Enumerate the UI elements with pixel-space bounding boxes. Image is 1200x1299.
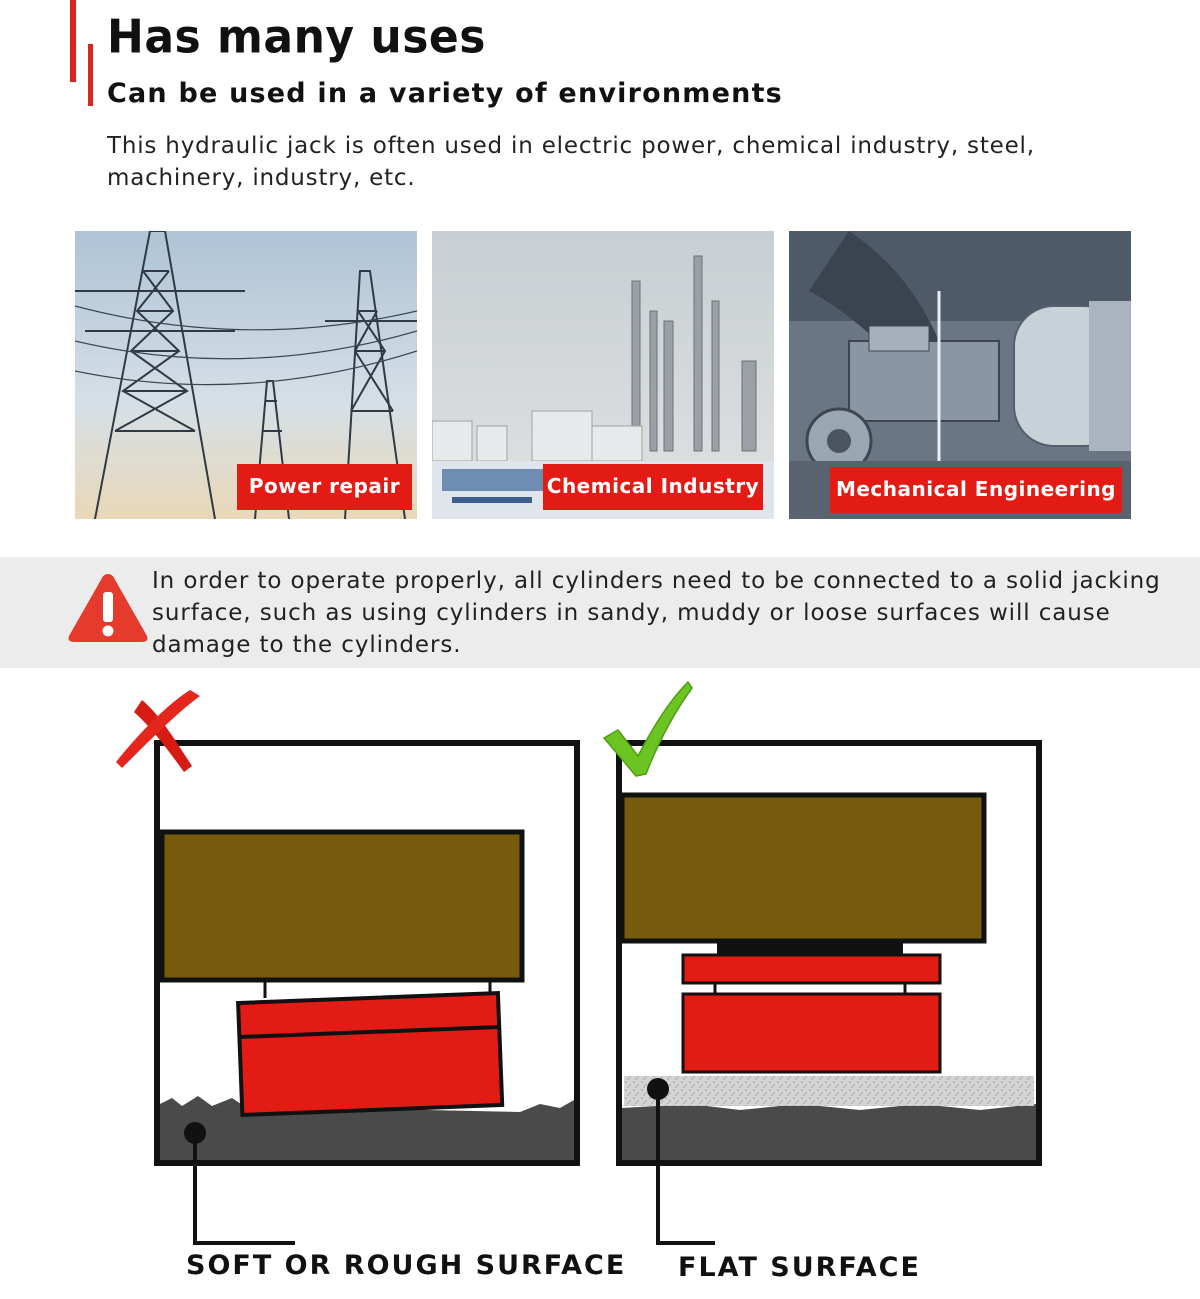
solid-plate: [624, 1076, 1034, 1106]
warning-triangle-icon: [66, 570, 150, 646]
chemical-industry-photo: [432, 231, 774, 519]
mechanical-engineering-label: Mechanical Engineering: [830, 467, 1122, 513]
upright-cylinder: [683, 994, 940, 1072]
flat-ground: [622, 1104, 1036, 1160]
power-repair-label: Power repair: [237, 464, 412, 510]
header-accent-bar-secondary: [88, 44, 93, 106]
soft-surface-caption: SOFT OR ROUGH SURFACE: [186, 1250, 627, 1281]
load-block-left: [162, 832, 522, 980]
surface-comparison-diagram: [0, 670, 1200, 1245]
page-title: Has many uses: [107, 10, 486, 65]
chemical-industry-label: Chemical Industry: [543, 464, 763, 510]
cylinder-cap: [683, 955, 940, 983]
warning-text: In order to operate properly, all cylinders need to be connected to a solid jacking surface, such as using cylinders in sandy, muddy or loose surfaces will cause damage to the cylinders.: [152, 568, 1161, 658]
power-repair-photo: [75, 231, 417, 519]
soft-surface-diagram: [157, 743, 577, 1243]
page-subtitle: Can be used in a variety of environments: [107, 78, 783, 109]
intro-text: This hydraulic jack is often used in electric power, chemical industry, steel, machinery, industry, etc.: [107, 133, 1035, 191]
flat-surface-caption: FLAT SURFACE: [678, 1252, 921, 1283]
tilted-cylinder: [238, 993, 502, 1115]
header-accent-bar: [70, 0, 76, 82]
mechanical-engineering-photo: [789, 231, 1131, 519]
load-block-right: [622, 795, 984, 941]
flat-surface-diagram: [619, 743, 1039, 1243]
